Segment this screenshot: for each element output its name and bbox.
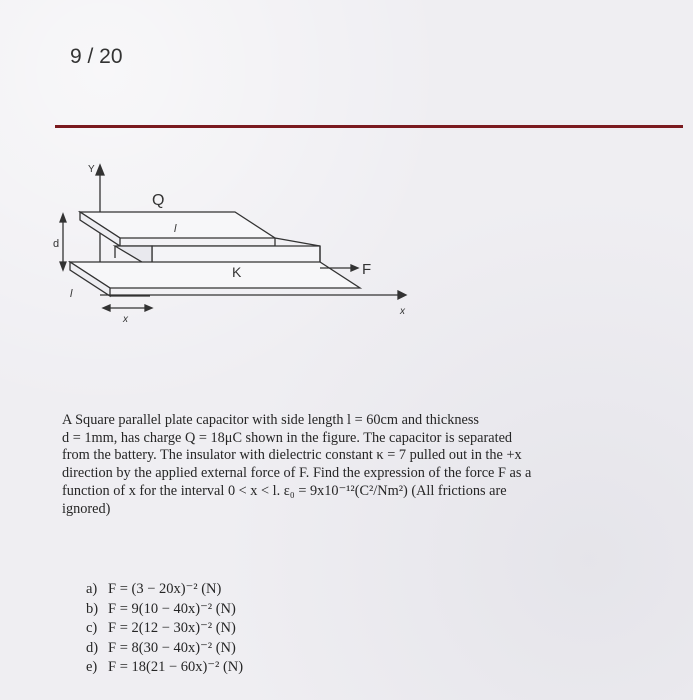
capacitor-figure xyxy=(40,150,405,330)
label-k: K xyxy=(232,264,242,280)
label-l-top: l xyxy=(174,223,177,235)
question-line: from the battery. The insulator with dielectric constant κ = 7 pulled out in the +x xyxy=(62,447,522,464)
question-line: A Square parallel plate capacitor with side length l = 60cm and thickness xyxy=(62,412,479,428)
option-key: d) xyxy=(86,639,99,656)
answer-options xyxy=(86,580,243,678)
question-line: d = 1mm, has charge Q = 18μC shown in the figure. The capacitor is separated xyxy=(62,429,513,446)
divider xyxy=(55,125,683,128)
label-f: F xyxy=(362,261,372,278)
option-e[interactable] xyxy=(86,658,243,678)
label-q: Q xyxy=(152,192,165,209)
option-text: F = 18(21 − 60x)⁻² (N) xyxy=(108,659,244,676)
option-b[interactable] xyxy=(86,600,243,620)
option-text: F = 8(30 − 40x)⁻² (N) xyxy=(108,639,236,656)
option-c[interactable] xyxy=(86,619,243,639)
option-key: c) xyxy=(86,620,98,637)
label-d: d xyxy=(53,238,60,250)
question-text xyxy=(62,412,672,518)
label-y: Y xyxy=(88,164,95,175)
question-line: ignored) xyxy=(62,500,111,517)
option-text: F = (3 − 20x)⁻² (N) xyxy=(108,581,222,597)
bottom-plate xyxy=(70,262,360,288)
option-text: F = 2(12 − 30x)⁻² (N) xyxy=(108,620,236,637)
label-l-side: l xyxy=(70,288,73,300)
option-d[interactable] xyxy=(86,639,243,659)
option-key: b) xyxy=(86,600,99,617)
option-text: F = 9(10 − 40x)⁻² (N) xyxy=(108,600,236,617)
question-line: function of x for the interval 0 < x < l. ε₀ = 9x10⁻¹²(C²/Nm²) (All frictions are xyxy=(62,482,507,499)
label-x-offset: x xyxy=(123,314,128,325)
option-key: e) xyxy=(86,659,98,676)
option-a[interactable] xyxy=(86,580,243,600)
page-counter: 9 / 20 xyxy=(70,45,123,68)
label-x-axis: x xyxy=(400,306,405,317)
question-line: direction by the applied external force of F. Find the expression of the force F as a xyxy=(62,465,532,482)
option-key: a) xyxy=(86,581,98,597)
